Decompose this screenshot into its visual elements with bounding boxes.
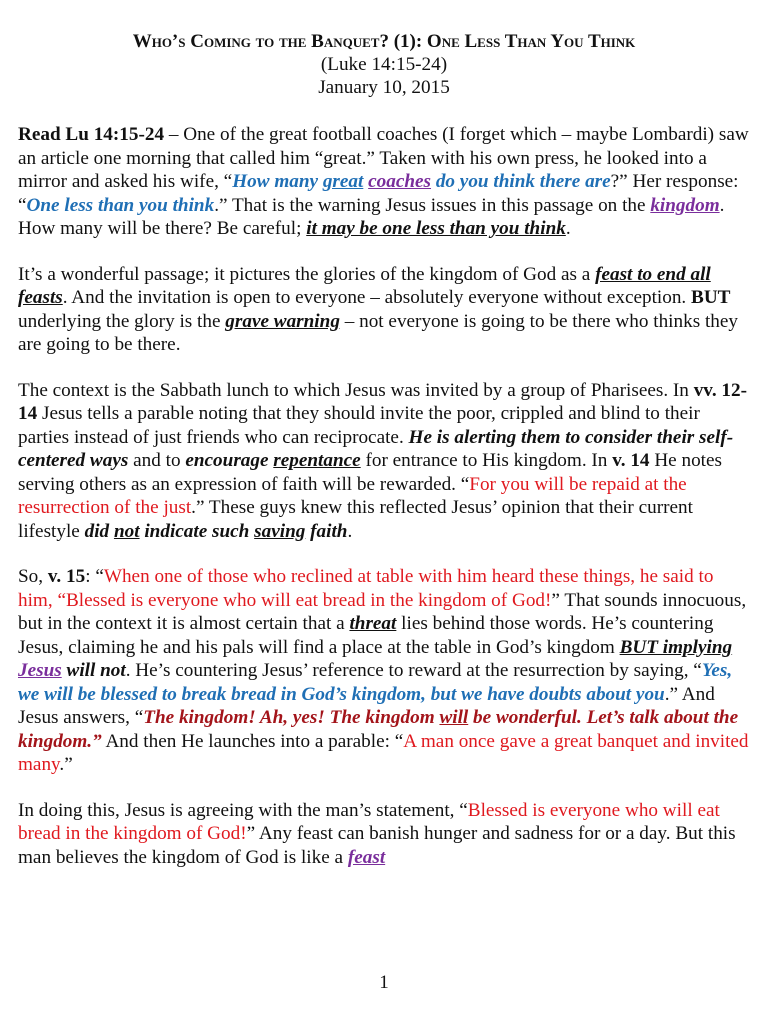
- text-run: It’s a wonderful passage; it pictures the glories of the kingdom of God as a: [18, 263, 596, 285]
- text-run: Jesus tells a parable noting that they should invite the poor, crippled and blind to their parties instead of just friends who can reciprocate.: [18, 403, 700, 448]
- text-run: . How many will be there? Be careful;: [18, 194, 725, 239]
- text-run: and to: [128, 450, 186, 471]
- scripture-quote: For you will be repaid at the resurrection of the just: [18, 473, 687, 518]
- quote-run: do you think there are: [431, 171, 611, 192]
- emphasis-run: He is alerting them to consider their self-centered ways: [18, 426, 734, 471]
- verse-reference: v. 14: [612, 450, 650, 471]
- sermon-date: January 10, 2015: [318, 77, 450, 98]
- quote-run: How many: [232, 171, 323, 192]
- quote-run: be wonderful. Let’s talk about the kingdom.”: [18, 707, 739, 752]
- text-run: . He’s countering Jesus’ reference to reward at the resurrection by saying, “: [125, 660, 702, 681]
- text-run: So,: [18, 566, 48, 587]
- text-run: And then He launches into a parable: “: [101, 730, 404, 752]
- emphasis-run: encourage: [185, 450, 274, 471]
- reading-reference: Read Lu 14:15-24: [18, 124, 165, 145]
- text-run: ” Any feast can banish hunger and sadness for or a day. But this man believes the kingdom of God is like a: [18, 823, 736, 868]
- emphasis-run: feast: [347, 846, 386, 868]
- text-run: : “: [85, 566, 104, 587]
- paragraph-1: [18, 123, 750, 241]
- scripture-quote: When one of those who reclined at table with him heard these things, he said to him, “Blessed is everyone who will eat bread in the kingdom of God!: [18, 566, 714, 611]
- text-run: He notes serving others as an expression of faith will be rewarded. “: [18, 450, 722, 495]
- emphasis-run: faith: [305, 520, 348, 542]
- quote-run: great: [322, 171, 364, 192]
- emphasis-run: repentance: [273, 450, 361, 471]
- verse-reference: vv. 12-14: [18, 379, 748, 424]
- text-run: – not everyone is going to be there who thinks they are going to be there.: [18, 310, 738, 355]
- emphasis-run: feast to end all feasts: [18, 263, 711, 308]
- scripture-quote: Blessed is everyone who will eat bread in the kingdom of God!: [18, 799, 720, 844]
- text-run: for entrance to His kingdom. In: [360, 450, 613, 471]
- emphasis-run: kingdom: [650, 194, 720, 216]
- emphasis-run: indicate such: [139, 520, 255, 542]
- emphasis-run: Jesus: [18, 660, 62, 681]
- scripture-reference: (Luke 14:15-24): [320, 54, 448, 75]
- emphasis-run: coaches: [368, 171, 432, 192]
- text-run: – One of the great football coaches (I forget which – maybe Lombardi) saw an article one morning that called him “great.” Taken with his own press, he looked into a mirror and asked his wife, “: [18, 124, 749, 192]
- quote-run: The kingdom! Ah, yes! The kingdom: [143, 707, 440, 728]
- quote-run: will: [439, 707, 469, 728]
- text-run: ” That sounds innocuous, but in the context it is almost certain that a: [18, 589, 747, 634]
- emphasis-run: BUT implying: [619, 636, 733, 658]
- text-run: .: [565, 218, 571, 239]
- emphasis-run: BUT: [691, 287, 731, 308]
- text-run: .: [347, 520, 353, 542]
- quote-run: One less than you think: [26, 194, 215, 216]
- text-run: ?” Her response: “: [18, 171, 739, 216]
- text-run: . And the invitation is open to everyone – absolutely everyone without exception.: [62, 287, 692, 308]
- text-run: In doing this, Jesus is agreeing with the man’s statement, “: [18, 799, 468, 821]
- text-run: The context is the Sabbath lunch to which Jesus was invited by a group of Pharisees. In: [18, 379, 694, 401]
- scripture-quote: A man once gave a great banquet and invited many: [18, 730, 749, 775]
- sermon-title: Who’s Coming to the Banquet? (1): One Less Than You Think: [132, 31, 636, 52]
- paragraph-5: [18, 799, 750, 870]
- text-run: .”: [59, 754, 73, 775]
- text-run: .” That is the warning Jesus issues in this passage on the: [214, 194, 651, 216]
- paragraph-3: [18, 379, 750, 544]
- text-run: underlying the glory is the: [18, 310, 226, 332]
- paragraph-4: [18, 565, 750, 777]
- emphasis-run: will not: [61, 660, 126, 681]
- emphasis-run: it may be one less than you think: [306, 218, 566, 239]
- quote-run: Yes, we will be blessed to break bread in God’s kingdom, but we have doubts about you: [18, 660, 733, 705]
- paragraph-2: [18, 263, 750, 357]
- page-number: 1: [379, 972, 389, 993]
- emphasis-run: saving: [254, 520, 306, 542]
- emphasis-run: not: [113, 520, 140, 542]
- text-run: lies behind those words. He’s countering Jesus, claiming he and his pals will find a place at the table in God’s kingdom: [18, 613, 714, 658]
- emphasis-run: threat: [349, 613, 397, 634]
- text-run: .” These guys knew this reflected Jesus’ opinion that their current lifestyle: [18, 497, 693, 542]
- emphasis-run: did: [84, 520, 114, 542]
- emphasis-run: grave warning: [225, 310, 340, 332]
- text-run: .” And Jesus answers, “: [18, 683, 715, 728]
- verse-reference: v. 15: [47, 566, 86, 587]
- document-page: [18, 30, 750, 869]
